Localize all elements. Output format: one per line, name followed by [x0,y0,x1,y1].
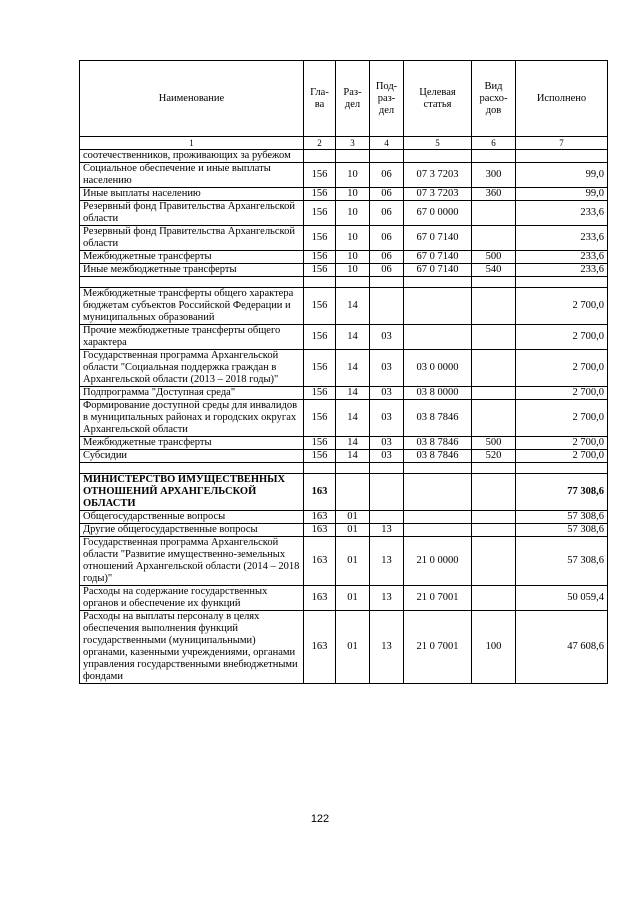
table-row [80,537,608,586]
row-amount: 233,6 [516,251,608,264]
row-subsection [370,511,404,524]
row-expense-type [472,288,516,325]
row-target [404,277,472,288]
table-row [80,251,608,264]
table-row [80,226,608,251]
row-amount: 2 700,0 [516,387,608,400]
row-subsection: 03 [370,400,404,437]
row-subsection [370,288,404,325]
row-subsection [370,463,404,474]
row-subsection: 06 [370,163,404,188]
row-expense-type [472,277,516,288]
row-subsection: 13 [370,524,404,537]
table-row [80,450,608,463]
table-row [80,586,608,611]
row-expense-type [472,586,516,611]
row-target [404,511,472,524]
row-chapter: 156 [304,387,336,400]
header-section: Раз- дел [336,61,370,137]
row-section: 14 [336,387,370,400]
table-row [80,201,608,226]
row-section [336,150,370,163]
row-section: 14 [336,437,370,450]
row-expense-type: 500 [472,251,516,264]
header-row [80,61,608,137]
row-name: Государственная программа Архангельской области "Развитие имущественно-земельных отношений Архангельской области (2014 – 2018 годы)" [80,537,304,586]
row-chapter: 156 [304,437,336,450]
row-name: Межбюджетные трансферты [80,251,304,264]
row-name [80,463,304,474]
row-expense-type [472,524,516,537]
table-row [80,511,608,524]
row-amount: 233,6 [516,226,608,251]
column-number-row [80,137,608,150]
row-name: Социальное обеспечение и иные выплаты населению [80,163,304,188]
row-name: соотечественников, проживающих за рубежом [80,150,304,163]
table-row [80,463,608,474]
row-name: Иные выплаты населению [80,188,304,201]
table-row [80,325,608,350]
row-target: 07 3 7203 [404,188,472,201]
column-number: 7 [516,137,608,150]
row-section: 10 [336,264,370,277]
row-expense-type [472,325,516,350]
row-expense-type [472,150,516,163]
row-subsection: 13 [370,611,404,684]
row-expense-type [472,463,516,474]
row-section: 01 [336,611,370,684]
row-target: 03 8 7846 [404,450,472,463]
row-name: МИНИСТЕРСТВО ИМУЩЕСТВЕННЫХ ОТНОШЕНИЙ АРХАНГЕЛЬСКОЙ ОБЛАСТИ [80,474,304,511]
row-target: 67 0 0000 [404,201,472,226]
row-amount [516,150,608,163]
row-expense-type: 300 [472,163,516,188]
column-number: 1 [80,137,304,150]
row-target: 07 3 7203 [404,163,472,188]
row-subsection: 03 [370,325,404,350]
column-number: 5 [404,137,472,150]
row-chapter: 156 [304,450,336,463]
row-name: Расходы на выплаты персоналу в целях обеспечения выполнения функций государственными (муниципальными) органами, казенными учреждениями, органами управления государственными внебюджетными фондами [80,611,304,684]
row-amount: 57 308,6 [516,537,608,586]
row-section: 14 [336,288,370,325]
row-target: 67 0 7140 [404,226,472,251]
row-expense-type [472,400,516,437]
row-expense-type: 500 [472,437,516,450]
row-expense-type [472,387,516,400]
header-target: Целевая статья [404,61,472,137]
row-name: Резервный фонд Правительства Архангельской области [80,226,304,251]
row-name: Формирование доступной среды для инвалидов в муниципальных районах и городских округах Архангельской области [80,400,304,437]
page-number: 122 [310,813,330,825]
row-expense-type: 520 [472,450,516,463]
row-target: 21 0 7001 [404,586,472,611]
row-name: Прочие межбюджетные трансферты общего характера [80,325,304,350]
row-section [336,474,370,511]
row-amount: 233,6 [516,264,608,277]
row-amount: 2 700,0 [516,325,608,350]
row-target [404,150,472,163]
header-expense-type: Вид расхо- дов [472,61,516,137]
row-amount: 2 700,0 [516,350,608,387]
row-chapter: 163 [304,511,336,524]
header-name: Наименование [80,61,304,137]
table-row [80,437,608,450]
row-section: 10 [336,163,370,188]
column-number: 3 [336,137,370,150]
row-target [404,463,472,474]
row-subsection: 06 [370,264,404,277]
row-name: Расходы на содержание государственных органов и обеспечение их функций [80,586,304,611]
table-body [80,150,608,684]
row-section: 10 [336,226,370,251]
row-chapter: 163 [304,586,336,611]
row-amount: 47 608,6 [516,611,608,684]
row-amount: 2 700,0 [516,288,608,325]
column-number: 6 [472,137,516,150]
row-target: 03 8 0000 [404,387,472,400]
table-row [80,387,608,400]
row-subsection: 13 [370,537,404,586]
row-chapter: 156 [304,350,336,387]
row-target [404,288,472,325]
row-target: 67 0 7140 [404,264,472,277]
row-amount: 2 700,0 [516,400,608,437]
row-amount [516,277,608,288]
row-expense-type [472,474,516,511]
row-section: 14 [336,400,370,437]
row-chapter [304,463,336,474]
row-target: 03 0 0000 [404,350,472,387]
row-section: 01 [336,511,370,524]
row-amount: 2 700,0 [516,437,608,450]
row-section: 14 [336,325,370,350]
row-name: Общегосударственные вопросы [80,511,304,524]
row-target [404,524,472,537]
table-row [80,288,608,325]
row-target: 67 0 7140 [404,251,472,264]
table-row [80,350,608,387]
row-subsection: 03 [370,387,404,400]
row-chapter [304,150,336,163]
table-row [80,400,608,437]
row-name: Резервный фонд Правительства Архангельской области [80,201,304,226]
table-row [80,150,608,163]
row-name: Межбюджетные трансферты [80,437,304,450]
row-chapter: 156 [304,400,336,437]
column-number: 2 [304,137,336,150]
row-subsection: 06 [370,201,404,226]
row-target [404,325,472,350]
row-chapter [304,277,336,288]
header-chapter: Гла- ва [304,61,336,137]
row-section: 01 [336,524,370,537]
header-subsection: Под- раз- дел [370,61,404,137]
row-name: Государственная программа Архангельской области "Социальная поддержка граждан в Архангельской области (2013 – 2018 годы)" [80,350,304,387]
row-name: Подпрограмма "Доступная среда" [80,387,304,400]
row-section: 10 [336,201,370,226]
row-amount: 99,0 [516,188,608,201]
row-subsection: 06 [370,188,404,201]
table-row [80,188,608,201]
table-row [80,163,608,188]
row-section: 01 [336,586,370,611]
row-target: 03 8 7846 [404,437,472,450]
row-section: 14 [336,450,370,463]
row-amount: 57 308,6 [516,524,608,537]
table-row [80,264,608,277]
row-chapter: 156 [304,264,336,277]
row-expense-type [472,511,516,524]
row-amount: 77 308,6 [516,474,608,511]
row-amount: 233,6 [516,201,608,226]
row-expense-type: 540 [472,264,516,277]
row-chapter: 156 [304,201,336,226]
column-number: 4 [370,137,404,150]
row-chapter: 163 [304,611,336,684]
row-expense-type [472,201,516,226]
row-section: 14 [336,350,370,387]
row-subsection: 03 [370,350,404,387]
table-row [80,611,608,684]
row-amount: 2 700,0 [516,450,608,463]
row-target [404,474,472,511]
row-chapter: 156 [304,251,336,264]
row-subsection: 13 [370,586,404,611]
row-subsection [370,150,404,163]
row-chapter: 156 [304,325,336,350]
row-section [336,277,370,288]
row-expense-type: 100 [472,611,516,684]
row-chapter: 156 [304,226,336,251]
row-subsection [370,277,404,288]
row-name [80,277,304,288]
row-target: 21 0 7001 [404,611,472,684]
row-chapter: 163 [304,524,336,537]
row-subsection: 03 [370,437,404,450]
row-section: 10 [336,251,370,264]
row-subsection: 03 [370,450,404,463]
row-subsection: 06 [370,251,404,264]
row-name: Другие общегосударственные вопросы [80,524,304,537]
table-row [80,524,608,537]
row-expense-type [472,537,516,586]
row-expense-type: 360 [472,188,516,201]
row-amount: 50 059,4 [516,586,608,611]
row-amount: 57 308,6 [516,511,608,524]
row-expense-type [472,350,516,387]
row-chapter: 156 [304,163,336,188]
table-row [80,277,608,288]
row-expense-type [472,226,516,251]
row-target: 03 8 7846 [404,400,472,437]
row-chapter: 156 [304,288,336,325]
row-section: 10 [336,188,370,201]
header-executed: Исполнено [516,61,608,137]
row-section [336,463,370,474]
row-name: Иные межбюджетные трансферты [80,264,304,277]
row-chapter: 163 [304,474,336,511]
table-row [80,474,608,511]
row-target: 21 0 0000 [404,537,472,586]
row-section: 01 [336,537,370,586]
budget-table [79,60,608,684]
row-chapter: 163 [304,537,336,586]
row-amount [516,463,608,474]
row-name: Субсидии [80,450,304,463]
row-chapter: 156 [304,188,336,201]
row-amount: 99,0 [516,163,608,188]
row-subsection [370,474,404,511]
row-name: Межбюджетные трансферты общего характера бюджетам субъектов Российской Федерации и муниципальных образований [80,288,304,325]
row-subsection: 06 [370,226,404,251]
